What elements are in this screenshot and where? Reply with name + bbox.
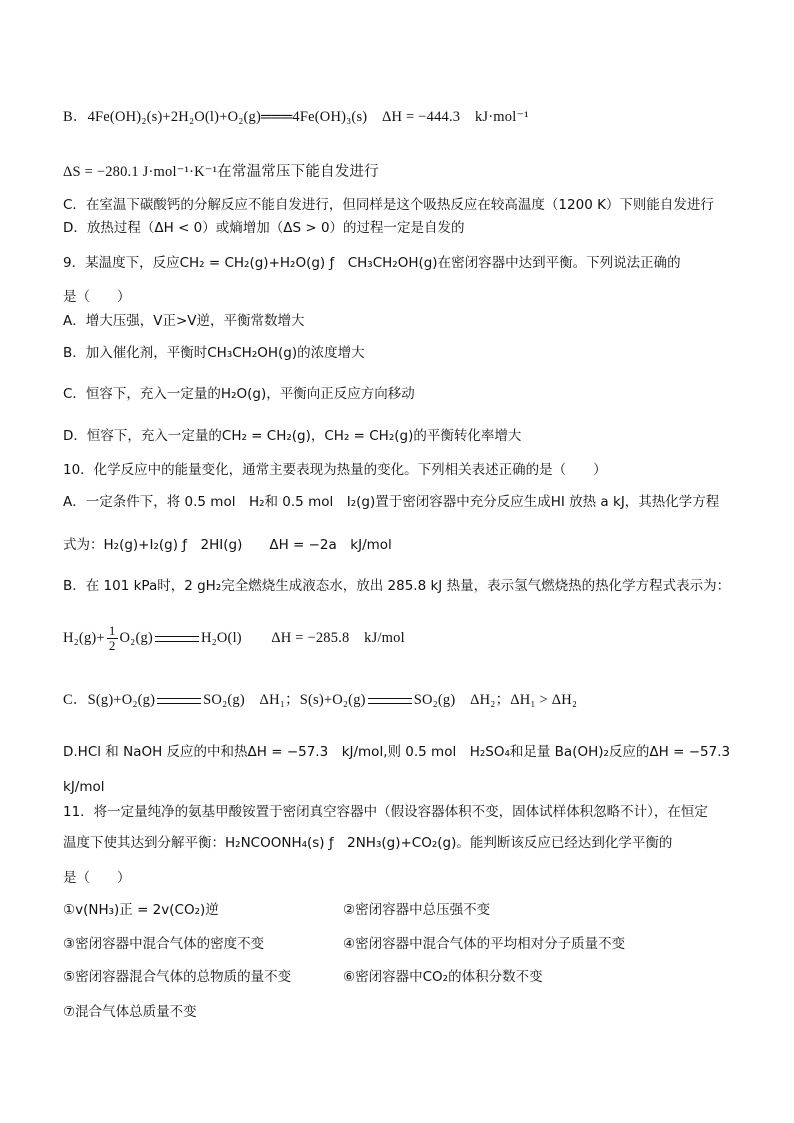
q10-c-right: SO₂(g) ΔH₂；ΔH₁ > ΔH₂ xyxy=(413,692,578,708)
q8-option-b-line2: ΔS = −280.1 J·mol⁻¹·K⁻¹在常温常压下能自发进行 xyxy=(63,164,379,180)
q11-option-4: ④密闭容器中混合气体的平均相对分子质量不变 xyxy=(343,936,626,952)
q11-stem-line2: 温度下使其达到分解平衡：H₂NCOONH₄(s) ƒ 2NH₃(g)+CO₂(g)。能判断该反应已经达到化学平衡的 xyxy=(63,835,673,851)
fraction-numerator: 1 xyxy=(108,623,116,639)
q9-option-b: B．加入催化剂，平衡时CH₃CH₂OH(g)的浓度增大 xyxy=(63,345,365,361)
q10-option-d-line2: kJ/mol xyxy=(63,779,105,795)
q10-option-c xyxy=(63,691,577,709)
q11-option-7: ⑦混合气体总质量不变 xyxy=(63,1004,197,1020)
q10-option-b-equation xyxy=(63,622,405,654)
q11-stem-line3: 是（ ） xyxy=(63,870,131,886)
q9-stem-line1: 9．某温度下，反应CH₂ = CH₂(g)+H₂O(g) ƒ CH₃CH₂OH(g)在密闭容器中达到平衡。下列说法正确的 xyxy=(63,255,681,271)
q8-option-c: C．在室温下碳酸钙的分解反应不能自发进行，但同样是这个吸热反应在较高温度（1200 K）下则能自发进行 xyxy=(63,197,714,213)
q10-option-b-line1: B．在 101 kPa时，2 gH₂完全燃烧生成液态水，放出 285.8 kJ 热量，表示氢气燃烧热的热化学方程式表示为： xyxy=(63,578,731,594)
q9-stem-line2: 是（ ） xyxy=(63,289,131,305)
q11-stem-line1: 11．将一定量纯净的氨基甲酸铵置于密闭真空容器中（假设容器体积不变，固体试样体积忽略不计），在恒定 xyxy=(63,804,708,820)
reaction-equals-sign xyxy=(155,636,199,642)
q10-option-a-line2: 式为：H₂(g)+I₂(g) ƒ 2HI(g) ΔH = −2a kJ/mol xyxy=(63,537,392,553)
q10-b-eq-right: H₂O(l) ΔH = −285.8 kJ/mol xyxy=(200,630,405,646)
q11-option-2: ②密闭容器中总压强不变 xyxy=(343,902,491,918)
q8-option-b-line1: B．4Fe(OH)₂(s)+2H₂O(l)+O₂(g)═══4Fe(OH)₃(s) ΔH = −444.3 kJ·mol⁻¹ xyxy=(63,109,529,125)
reaction-equals-sign xyxy=(157,698,201,704)
q10-option-d-line1: D.HCl 和 NaOH 反应的中和热ΔH = −57.3 kJ/mol,则 0.5 mol H₂SO₄和足量 Ba(OH)₂反应的ΔH = −57.3 xyxy=(63,744,731,760)
q10-b-eq-mid: O₂(g) xyxy=(119,630,153,646)
q10-stem: 10．化学反应中的能量变化，通常主要表现为热量的变化。下列相关表述正确的是（ ） xyxy=(63,462,607,478)
q11-option-1: ①v(NH₃)正 = 2v(CO₂)逆 xyxy=(63,902,219,918)
q11-option-6: ⑥密闭容器中CO₂的体积分数不变 xyxy=(343,969,543,985)
q10-c-left: C．S(g)+O₂(g) xyxy=(63,692,156,708)
q10-b-eq-left: H₂(g)+ xyxy=(63,630,105,646)
q8-option-d: D．放热过程（ΔH < 0）或熵增加（ΔS > 0）的过程一定是自发的 xyxy=(63,220,465,236)
q9-option-a: A．增大压强，V正>V逆，平衡常数增大 xyxy=(63,313,305,329)
q10-option-a-line1: A．一定条件下，将 0.5 mol H₂和 0.5 mol I₂(g)置于密闭容器中充分反应生成HI 放热 a kJ，其热化学方程 xyxy=(63,494,720,510)
q9-option-d: D．恒容下，充入一定量的CH₂ = CH₂(g)，CH₂ = CH₂(g)的平衡转化率增大 xyxy=(63,428,522,444)
reaction-equals-sign xyxy=(368,698,412,704)
fraction-denominator: 2 xyxy=(108,638,116,654)
q9-option-c: C．恒容下，充入一定量的H₂O(g)，平衡向正反应方向移动 xyxy=(63,386,415,402)
q10-c-mid: SO₂(g) ΔH₁；S(s)+O₂(g) xyxy=(203,692,366,708)
q11-option-3: ③密闭容器中混合气体的密度不变 xyxy=(63,936,265,952)
fraction-half xyxy=(107,624,118,653)
q11-option-5: ⑤密闭容器混合气体的总物质的量不变 xyxy=(63,969,292,985)
